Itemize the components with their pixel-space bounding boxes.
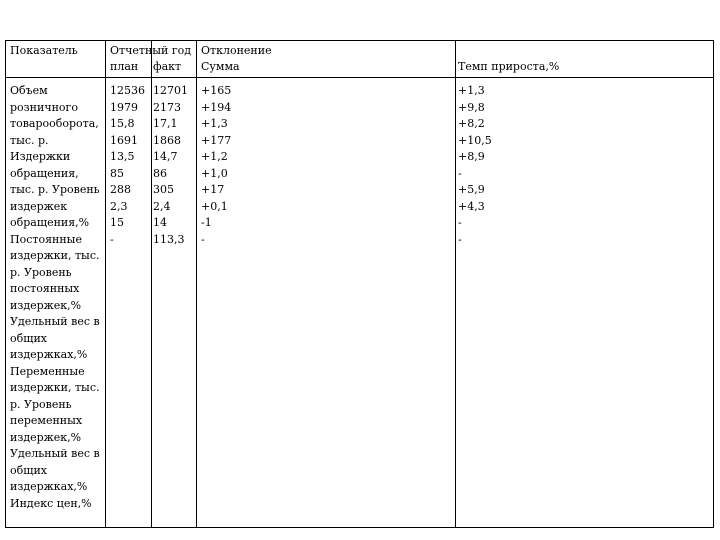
table-cell: 1979	[110, 100, 138, 114]
table-cell: 2,3	[110, 199, 128, 213]
plan-column	[110, 83, 145, 248]
table-cell: -	[458, 216, 462, 229]
table-cell: +8,9	[458, 150, 485, 163]
fact-column	[153, 83, 188, 248]
table-cell: -	[458, 166, 462, 180]
indicator-names: Объем розничного товарооборота, тыс. р. Издержки обращения, тыс. р. Уровень издержек обращения,% Постоянные издержки, тыс. р. Уровень постоянных издержек,% Удельный вес в общих издержках,% Переменные издержки, тыс. р. Уровень переменных издержек,% Удельный вес в общих издержках,% Индекс цен,%	[10, 84, 100, 510]
table-cell: +10,5	[458, 133, 492, 147]
header-plan: план	[110, 60, 139, 73]
header-sum: Сумма	[201, 60, 240, 73]
header-fact: факт	[153, 60, 182, 73]
column-divider	[196, 41, 197, 527]
table-cell: +0,1	[201, 199, 228, 213]
column-divider	[151, 41, 152, 527]
table-cell: 15,8	[110, 117, 135, 130]
header-indicator: Показатель	[10, 44, 78, 57]
column-divider	[105, 41, 106, 527]
table-cell: +8,2	[458, 117, 485, 130]
table-cell: -	[110, 232, 114, 246]
table-cell: +177	[201, 133, 232, 147]
table-cell: +1,3	[458, 84, 485, 97]
table-cell: 85	[110, 166, 124, 180]
data-table	[5, 40, 714, 528]
header-growth-rate: Темп прироста,%	[458, 60, 560, 73]
column-divider	[455, 41, 456, 527]
table-cell: 2173	[153, 100, 181, 114]
table-cell: 2,4	[153, 199, 171, 213]
table-cell: 1868	[153, 133, 181, 147]
table-cell: +1,3	[201, 117, 228, 130]
table-cell: +4,3	[458, 199, 485, 213]
header-divider	[6, 77, 713, 78]
header-report-year: Отчетный год	[110, 44, 192, 57]
table-cell: 113,3	[153, 232, 185, 246]
table-cell: -1	[201, 216, 212, 229]
table-cell: 13,5	[110, 150, 135, 163]
table-cell: +17	[201, 183, 225, 196]
table-cell: 14,7	[153, 150, 178, 163]
table-cell: +194	[201, 100, 232, 114]
table-cell: 17,1	[153, 117, 178, 130]
table-cell: +165	[201, 84, 232, 97]
growth-column	[458, 83, 492, 248]
table-cell: 15	[110, 216, 124, 229]
header-deviation: Отклонение	[201, 44, 272, 57]
table-cell: +1,2	[201, 150, 228, 163]
table-cell: -	[458, 232, 462, 246]
table-cell: 86	[153, 166, 167, 180]
table-cell: +9,8	[458, 100, 485, 114]
table-cell: +5,9	[458, 183, 485, 196]
sum-column	[201, 83, 231, 248]
table-cell: 14	[153, 216, 167, 229]
table-cell: 305	[153, 183, 174, 196]
table-cell: 1691	[110, 133, 138, 147]
table-cell: 12536	[110, 84, 145, 97]
table-cell: 12701	[153, 84, 188, 97]
table-cell: +1,0	[201, 166, 228, 180]
table-cell: -	[201, 232, 205, 246]
table-cell: 288	[110, 183, 131, 196]
